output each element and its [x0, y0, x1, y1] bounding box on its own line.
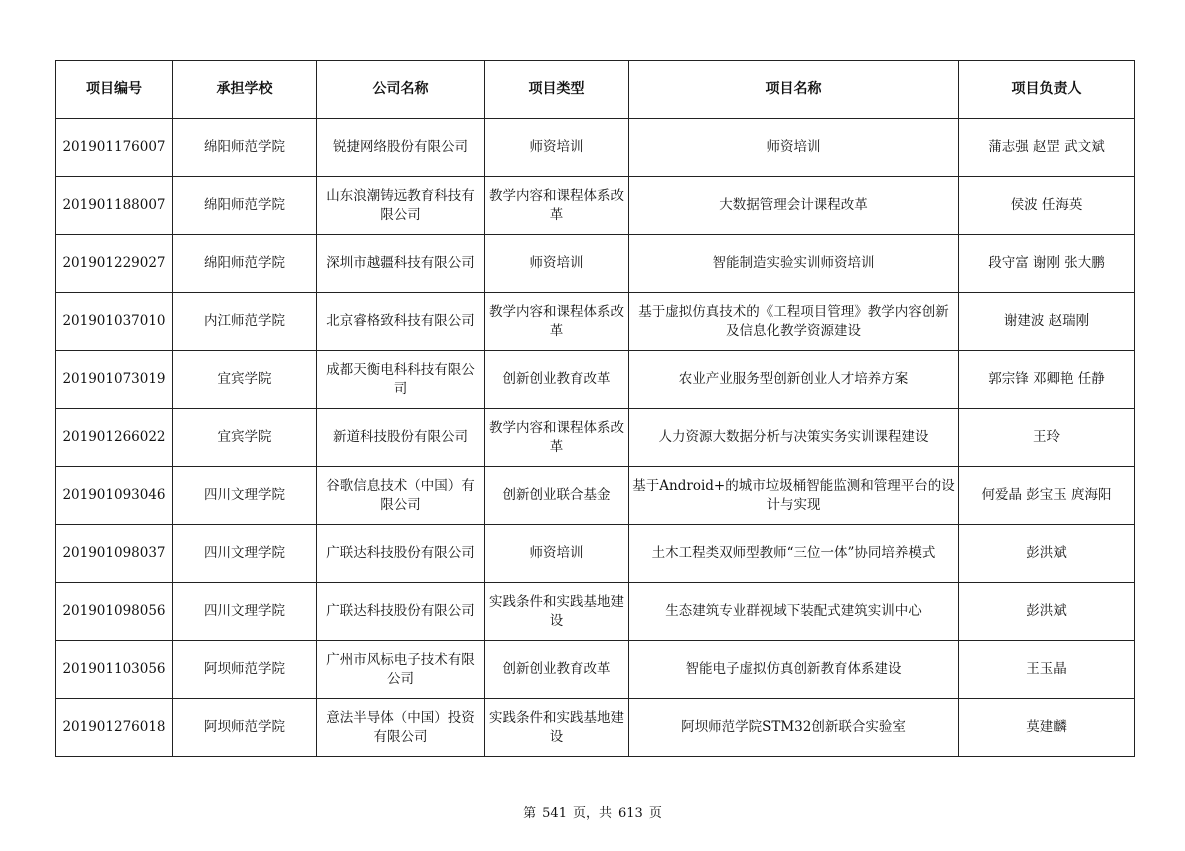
- cell-project-name: 智能制造实验实训师资培训: [629, 235, 959, 293]
- cell-project-name: 基于Android+的城市垃圾桶智能监测和管理平台的设计与实现: [629, 467, 959, 525]
- cell-school: 四川文理学院: [173, 583, 317, 641]
- header-project-name: 项目名称: [629, 61, 959, 119]
- cell-project-type: 创新创业联合基金: [485, 467, 629, 525]
- table-row: [56, 467, 1135, 525]
- cell-project-id: 201901098037: [56, 525, 173, 583]
- cell-project-lead: 蒲志强 赵罡 武文斌: [959, 119, 1135, 177]
- cell-company: 广联达科技股份有限公司: [317, 525, 485, 583]
- cell-project-lead: 彭洪斌: [959, 583, 1135, 641]
- header-project-id: 项目编号: [56, 61, 173, 119]
- cell-project-id: 201901276018: [56, 699, 173, 757]
- cell-school: 绵阳师范学院: [173, 119, 317, 177]
- footer-suffix: 页: [648, 806, 662, 821]
- cell-project-id: 201901098056: [56, 583, 173, 641]
- cell-project-type: 实践条件和实践基地建设: [485, 583, 629, 641]
- cell-school: 阿坝师范学院: [173, 641, 317, 699]
- cell-company: 锐捷网络股份有限公司: [317, 119, 485, 177]
- cell-school: 阿坝师范学院: [173, 699, 317, 757]
- cell-school: 内江师范学院: [173, 293, 317, 351]
- cell-project-id: 201901266022: [56, 409, 173, 467]
- cell-company: 深圳市越疆科技有限公司: [317, 235, 485, 293]
- cell-project-id: 201901073019: [56, 351, 173, 409]
- cell-project-name: 师资培训: [629, 119, 959, 177]
- cell-project-lead: 王玲: [959, 409, 1135, 467]
- cell-project-lead: 莫建麟: [959, 699, 1135, 757]
- cell-project-id: 201901037010: [56, 293, 173, 351]
- cell-project-name: 农业产业服务型创新创业人才培养方案: [629, 351, 959, 409]
- cell-company: 意法半导体（中国）投资有限公司: [317, 699, 485, 757]
- cell-project-type: 创新创业教育改革: [485, 351, 629, 409]
- cell-project-id: 201901093046: [56, 467, 173, 525]
- cell-school: 宜宾学院: [173, 409, 317, 467]
- cell-project-lead: 段守富 谢刚 张大鹏: [959, 235, 1135, 293]
- table-row: [56, 699, 1135, 757]
- cell-project-name: 阿坝师范学院STM32创新联合实验室: [629, 699, 959, 757]
- header-company: 公司名称: [317, 61, 485, 119]
- cell-company: 广联达科技股份有限公司: [317, 583, 485, 641]
- table-row: [56, 177, 1135, 235]
- cell-project-lead: 郭宗锋 邓卿艳 任静: [959, 351, 1135, 409]
- cell-company: 北京睿格致科技有限公司: [317, 293, 485, 351]
- cell-project-type: 创新创业教育改革: [485, 641, 629, 699]
- table-row: [56, 409, 1135, 467]
- cell-project-lead: 彭洪斌: [959, 525, 1135, 583]
- cell-company: 广州市风标电子技术有限公司: [317, 641, 485, 699]
- cell-company: 成都天衡电科科技有限公司: [317, 351, 485, 409]
- cell-project-id: 201901176007: [56, 119, 173, 177]
- cell-company: 谷歌信息技术（中国）有限公司: [317, 467, 485, 525]
- table-row: [56, 293, 1135, 351]
- footer-total-pages: 613: [618, 806, 643, 821]
- cell-company: 新道科技股份有限公司: [317, 409, 485, 467]
- cell-project-type: 教学内容和课程体系改革: [485, 293, 629, 351]
- table-row: [56, 583, 1135, 641]
- cell-project-name: 大数据管理会计课程改革: [629, 177, 959, 235]
- cell-project-id: 201901188007: [56, 177, 173, 235]
- footer-page-number: 541: [542, 806, 567, 821]
- cell-project-id: 201901103056: [56, 641, 173, 699]
- header-project-lead: 项目负责人: [959, 61, 1135, 119]
- table-row: [56, 641, 1135, 699]
- project-table: [55, 60, 1135, 757]
- table-row: [56, 119, 1135, 177]
- cell-school: 绵阳师范学院: [173, 235, 317, 293]
- page-footer: [0, 802, 1185, 821]
- table-row: [56, 235, 1135, 293]
- cell-school: 四川文理学院: [173, 525, 317, 583]
- cell-project-lead: 何爱晶 彭宝玉 庹海阳: [959, 467, 1135, 525]
- header-project-type: 项目类型: [485, 61, 629, 119]
- cell-project-name: 人力资源大数据分析与决策实务实训课程建设: [629, 409, 959, 467]
- cell-project-name: 生态建筑专业群视域下装配式建筑实训中心: [629, 583, 959, 641]
- cell-project-lead: 侯波 任海英: [959, 177, 1135, 235]
- table-header-row: [56, 61, 1135, 119]
- cell-school: 绵阳师范学院: [173, 177, 317, 235]
- cell-project-name: 土木工程类双师型教师“三位一体”协同培养模式: [629, 525, 959, 583]
- cell-project-type: 教学内容和课程体系改革: [485, 409, 629, 467]
- cell-school: 宜宾学院: [173, 351, 317, 409]
- cell-project-id: 201901229027: [56, 235, 173, 293]
- cell-project-type: 师资培训: [485, 235, 629, 293]
- cell-company: 山东浪潮铸远教育科技有限公司: [317, 177, 485, 235]
- footer-prefix: 第: [523, 806, 537, 821]
- cell-project-type: 师资培训: [485, 119, 629, 177]
- cell-project-name: 基于虚拟仿真技术的《工程项目管理》教学内容创新及信息化教学资源建设: [629, 293, 959, 351]
- cell-project-type: 教学内容和课程体系改革: [485, 177, 629, 235]
- cell-project-name: 智能电子虚拟仿真创新教育体系建设: [629, 641, 959, 699]
- cell-project-lead: 谢建波 赵瑞刚: [959, 293, 1135, 351]
- footer-middle: 页，共: [572, 806, 612, 821]
- header-school: 承担学校: [173, 61, 317, 119]
- cell-school: 四川文理学院: [173, 467, 317, 525]
- cell-project-type: 师资培训: [485, 525, 629, 583]
- table-row: [56, 525, 1135, 583]
- table-row: [56, 351, 1135, 409]
- cell-project-lead: 王玉晶: [959, 641, 1135, 699]
- cell-project-type: 实践条件和实践基地建设: [485, 699, 629, 757]
